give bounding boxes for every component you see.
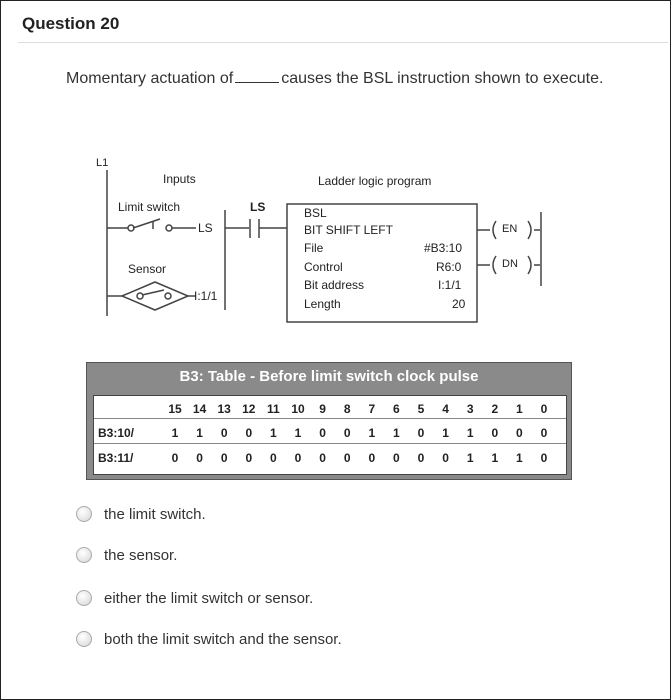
bit-cell: 1 bbox=[171, 426, 179, 440]
bsl-file-label: File bbox=[304, 241, 324, 255]
bsl-bit-address-label: Bit address bbox=[304, 278, 365, 292]
bit-header: 13 bbox=[217, 402, 231, 416]
bsl-length-label: Length bbox=[304, 297, 341, 311]
bit-cell: 0 bbox=[491, 426, 499, 440]
option-label: either the limit switch or sensor. bbox=[104, 589, 314, 607]
bsl-file-value: #B3:10 bbox=[424, 241, 463, 255]
row-label-b3-11: B3:11/ bbox=[98, 451, 134, 465]
bit-cell: 0 bbox=[196, 451, 203, 465]
bit-header: 2 bbox=[491, 402, 499, 416]
option-sensor[interactable] bbox=[76, 544, 177, 566]
option-either[interactable] bbox=[76, 587, 313, 609]
bit-cell: 0 bbox=[417, 451, 425, 465]
bit-cell: 0 bbox=[417, 426, 425, 440]
question-title: Question 20 bbox=[22, 14, 120, 33]
row-divider bbox=[94, 443, 566, 444]
bit-header: 7 bbox=[368, 402, 376, 416]
bsl-bit-address-value: I:1/1 bbox=[438, 278, 462, 292]
radio-button[interactable] bbox=[76, 547, 92, 563]
option-both[interactable] bbox=[76, 628, 342, 650]
bit-cell: 0 bbox=[220, 426, 228, 440]
table-title: B3: Table - Before limit switch clock pulse bbox=[179, 368, 479, 385]
bit-header: 12 bbox=[242, 402, 256, 416]
bit-cell: 0 bbox=[319, 451, 326, 465]
bsl-control-value: R6:0 bbox=[436, 260, 462, 274]
b3-table bbox=[93, 395, 567, 475]
header-divider bbox=[94, 418, 566, 419]
option-limit-switch[interactable] bbox=[76, 503, 206, 525]
bsl-control-label: Control bbox=[304, 260, 343, 274]
bit-cell: 1 bbox=[196, 426, 203, 440]
bit-cell: 1 bbox=[466, 451, 474, 465]
sensor-label: Sensor bbox=[128, 262, 167, 276]
bit-header: 3 bbox=[466, 402, 474, 416]
prompt-after: causes the BSL instruction shown to execute. bbox=[281, 70, 604, 87]
bit-cell: 0 bbox=[393, 451, 400, 465]
bit-cell: 0 bbox=[343, 451, 351, 465]
bit-cell: 1 bbox=[442, 426, 449, 440]
sensor-tag: I:1/1 bbox=[194, 289, 218, 303]
bit-cell: 0 bbox=[245, 426, 253, 440]
radio-button[interactable] bbox=[76, 590, 92, 606]
bit-header: 1 bbox=[516, 402, 523, 416]
bit-cell: 0 bbox=[220, 451, 228, 465]
bsl-length-value: 20 bbox=[452, 297, 466, 311]
bit-header: 11 bbox=[267, 402, 280, 416]
limit-switch-label: Limit switch bbox=[118, 200, 181, 214]
bit-cell: 1 bbox=[393, 426, 400, 440]
radio-button[interactable] bbox=[76, 506, 92, 522]
ls-tag: LS bbox=[198, 221, 213, 235]
bit-cell: 1 bbox=[270, 426, 277, 440]
bit-header: 14 bbox=[192, 402, 207, 416]
bit-header: 10 bbox=[291, 402, 305, 416]
option-label: the limit switch. bbox=[104, 505, 206, 523]
prompt-before: Momentary actuation of bbox=[66, 70, 234, 87]
bit-header: 0 bbox=[540, 402, 548, 416]
bit-header: 4 bbox=[442, 402, 449, 416]
bit-cell: 0 bbox=[516, 426, 523, 440]
bit-cell: 0 bbox=[319, 426, 326, 440]
bit-cell: 0 bbox=[294, 451, 302, 465]
dn-coil-label: DN bbox=[502, 258, 518, 270]
ladder-label: Ladder logic program bbox=[318, 174, 432, 188]
bit-cell: 1 bbox=[516, 451, 523, 465]
bit-cell: 0 bbox=[343, 426, 351, 440]
radio-button[interactable] bbox=[76, 631, 92, 647]
rail-label: L1 bbox=[96, 157, 109, 169]
bit-cell: 0 bbox=[540, 426, 548, 440]
contact-tag: LS bbox=[250, 200, 266, 214]
bit-cell: 1 bbox=[491, 451, 499, 465]
bit-header: 15 bbox=[168, 402, 182, 416]
inputs-label: Inputs bbox=[163, 172, 196, 186]
bit-cell: 0 bbox=[442, 451, 449, 465]
option-label: both the limit switch and the sensor. bbox=[104, 630, 342, 648]
bit-cell: 0 bbox=[245, 451, 253, 465]
bit-header: 8 bbox=[343, 402, 351, 416]
bit-cell: 0 bbox=[368, 451, 376, 465]
option-label: the sensor. bbox=[104, 546, 178, 564]
bit-cell: 0 bbox=[540, 451, 548, 465]
bit-header: 5 bbox=[417, 402, 425, 416]
bit-cell: 0 bbox=[270, 451, 277, 465]
bit-header: 6 bbox=[393, 402, 400, 416]
bit-cell: 1 bbox=[368, 426, 376, 440]
bit-cell: 0 bbox=[171, 451, 179, 465]
bit-header: 9 bbox=[319, 402, 326, 416]
bsl-title: BSL bbox=[304, 206, 327, 220]
en-coil-label: EN bbox=[502, 223, 518, 235]
bit-cell: 1 bbox=[294, 426, 302, 440]
bsl-subtitle: BIT SHIFT LEFT bbox=[304, 223, 393, 237]
b3-table-panel bbox=[86, 362, 572, 480]
row-label-b3-10: B3:10/ bbox=[98, 426, 135, 440]
bit-cell: 1 bbox=[466, 426, 474, 440]
